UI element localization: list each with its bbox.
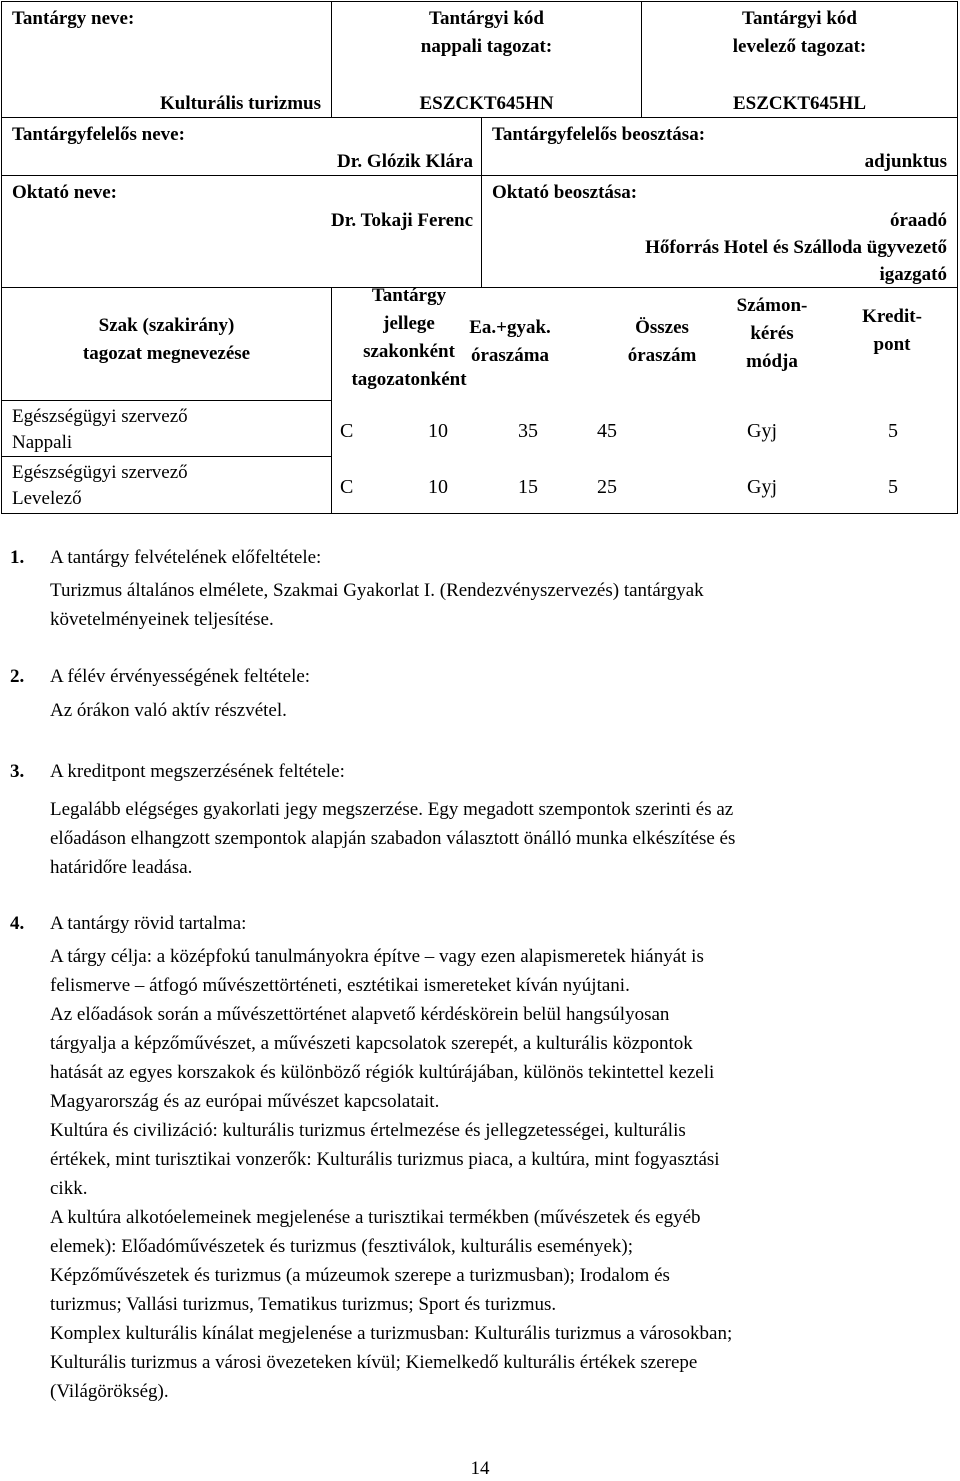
code-day-cell: [332, 2, 642, 118]
teacher-position-value: óraadó: [890, 210, 947, 231]
section-title: A tantárgy rövid tartalma:: [50, 913, 247, 934]
content-line: elemek): Előadóművészetek és turizmus (fesztiválok, kulturális események);: [50, 1236, 633, 1257]
code-corr-value: ESZCKT645HL: [732, 93, 867, 114]
szak-header: Szak (szakirány) tagozat megnevezése: [82, 315, 251, 364]
gyak-value: 15: [518, 476, 538, 498]
section-text: Turizmus általános elmélete, Szakmai Gyakorlat I. (Rendezvényszervezés) tantárgyak követelményeinek teljesítése.: [50, 580, 704, 630]
section-title: A félév érvényességének feltétele:: [50, 666, 311, 687]
gyak-value: 35: [518, 420, 538, 442]
ossz-value: 25: [597, 476, 617, 498]
subject-name-label: Tantárgy neve:: [12, 8, 135, 29]
teacher-label: Oktató neve:: [12, 182, 118, 203]
ossz-header: Összes óraszám: [627, 317, 697, 366]
responsible-position-label: Tantárgyfelelős beosztása:: [492, 124, 706, 145]
section-number: 1.: [10, 547, 25, 568]
kredit-value: 5: [888, 420, 898, 442]
code-corr-label: Tantárgyi kód levelező tagozat:: [732, 8, 867, 57]
content-line: (Világörökség).: [50, 1381, 169, 1402]
teacher-position-label: Oktató beosztása:: [492, 182, 638, 203]
content-line: értékek, mint turisztikai vonzerők: Kulturális turizmus piaca, a kultúra, mint fogyasztási: [50, 1149, 720, 1170]
section-text: [50, 942, 945, 1406]
content-line: cikk.: [50, 1178, 88, 1199]
course-data-area: [332, 285, 958, 514]
szamon-value: Gyj: [747, 420, 777, 442]
content-line: A tárgy célja: a középfokú tanulmányokra építve – vagy ezen alapismeretek hiányát is: [50, 946, 704, 967]
teacher-position-extra-1: Hőforrás Hotel és Szálloda ügyvezető: [645, 237, 947, 258]
ea-value: 10: [428, 420, 448, 442]
ea-header: Ea.+gyak. óraszáma: [469, 317, 551, 366]
szak-header-cell: [2, 288, 332, 401]
content-line: Kulturális turizmus a városi övezeteken kívül; Kiemelkedő kulturális értékek szerepe: [50, 1352, 698, 1373]
page-number: 14: [470, 1458, 490, 1479]
section-title: A kreditpont megszerzésének feltétele:: [50, 761, 345, 782]
teacher-cell: [2, 176, 482, 288]
subject-name-value: Kulturális turizmus: [160, 93, 321, 114]
teacher-position-cell: [482, 176, 958, 288]
section-text: Az órákon való aktív részvétel.: [50, 700, 287, 721]
content-line: hatását az egyes korszakok és különböző régiók kultúrájában, különös tekintettel kezeli: [50, 1062, 715, 1083]
kredit-value: 5: [888, 476, 898, 498]
content-line: A kultúra alkotóelemeinek megjelenése a turisztikai termékben (művészetek és egyéb: [50, 1207, 701, 1228]
responsible-cell: [2, 118, 482, 176]
jelleg-header: Tantárgy jellege szakonként tagozatonként: [351, 285, 467, 390]
content-line: tárgyalja a képzőművészet, a művészeti kapcsolatok szerepét, a kulturális központok: [50, 1033, 693, 1054]
section-number: 3.: [10, 761, 25, 782]
responsible-name: Dr. Glózik Klára: [337, 151, 473, 172]
szak-row-levelezo: Egészségügyi szervező Levelező: [2, 457, 332, 514]
responsible-label: Tantárgyfelelős neve:: [12, 124, 185, 145]
responsible-position-value: adjunktus: [864, 151, 947, 172]
section-number: 4.: [10, 913, 25, 934]
section-number: 2.: [10, 666, 25, 687]
content-line: Az előadások során a művészettörténet alapvető kérdéskörein belül hangsúlyosan: [50, 1004, 670, 1025]
content-line: felismerve – átfogó művészettörténeti, esztétikai ismereteket kíván nyújtani.: [50, 975, 630, 996]
responsible-position-cell: [482, 118, 958, 176]
content-line: turizmus; Vallási turizmus, Tematikus turizmus; Sport és turizmus.: [50, 1294, 557, 1315]
subject-info-table: [1, 1, 958, 514]
jelleg-value: C: [340, 476, 354, 498]
code-day-label: Tantárgyi kód nappali tagozat:: [420, 8, 553, 57]
szamon-value: Gyj: [747, 476, 777, 498]
section-text: Legalább elégséges gyakorlati jegy megszerzése. Egy megadott szempontok szerinti és az előadáson elhangzott szempontok alapján szabadon választott önálló munka elkészítése és határidőre leadása.: [50, 799, 736, 878]
content-line: Komplex kulturális kínálat megjelenése a turizmusban: Kulturális turizmus a városokban;: [50, 1323, 733, 1344]
code-corr-cell: [642, 2, 958, 118]
teacher-name: Dr. Tokaji Ferenc: [331, 210, 473, 231]
teacher-position-extra-2: igazgató: [879, 264, 947, 285]
content-line: Magyarország és az európai művészet kapcsolatait.: [50, 1091, 440, 1112]
content-line: Kultúra és civilizáció: kulturális turizmus értelmezése és jellegzetességei, kulturális: [50, 1120, 686, 1141]
section-title: A tantárgy felvételének előfeltétele:: [50, 547, 322, 568]
szamon-header: Számon- kérés módja: [736, 295, 808, 372]
szak-row-nappali: Egészségügyi szervező Nappali: [2, 401, 332, 457]
ossz-value: 45: [597, 420, 617, 442]
subject-name-cell: [2, 2, 332, 118]
code-day-value: ESZCKT645HN: [419, 93, 554, 114]
content-line: Képzőművészetek és turizmus (a múzeumok szerepe a turizmusban); Irodalom és: [50, 1265, 670, 1286]
kredit-header: Kredit- pont: [862, 306, 922, 355]
ea-value: 10: [428, 476, 448, 498]
jelleg-value: C: [340, 420, 354, 442]
